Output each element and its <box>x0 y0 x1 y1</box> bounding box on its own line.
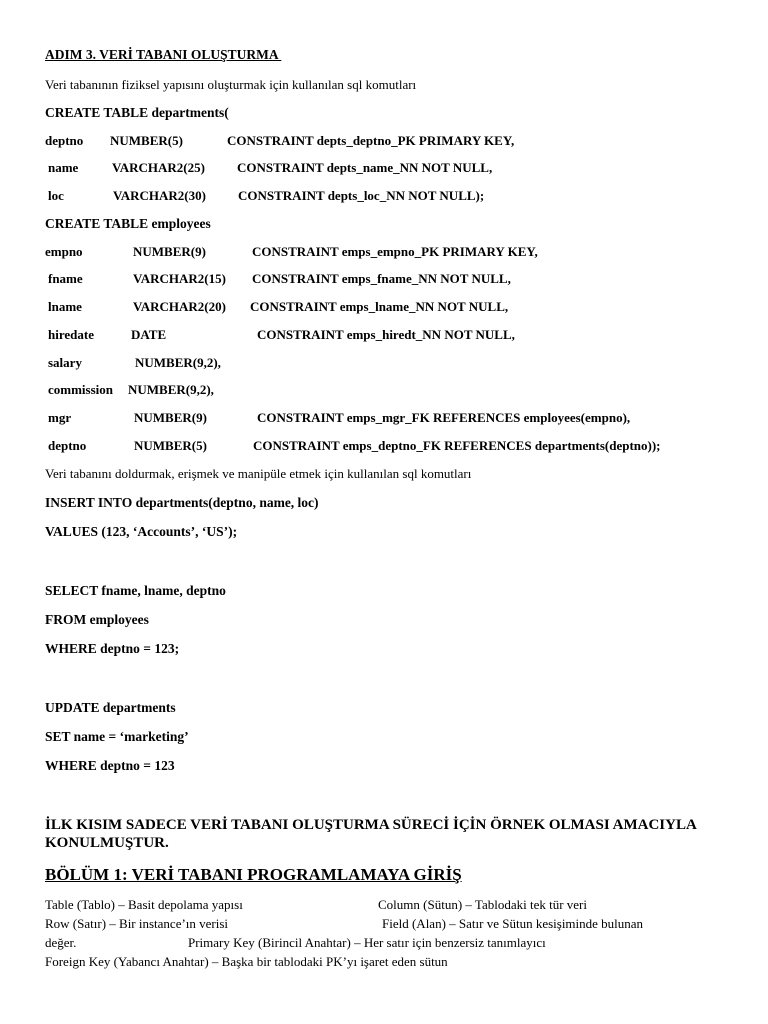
column-type: VARCHAR2(20) <box>133 299 226 314</box>
column-type: VARCHAR2(30) <box>113 188 206 203</box>
column-type: VARCHAR2(15) <box>133 271 226 286</box>
definition-row: Row (Satır) – Bir instance’ın verisi <box>45 916 229 931</box>
column-type: DATE <box>131 327 167 342</box>
intro-physical: Veri tabanının fiziksel yapısını oluşturmak için kullanılan sql komutları <box>45 77 417 92</box>
create-departments: CREATE TABLE departments( <box>45 105 229 120</box>
column-constraint: CONSTRAINT emps_fname_NN NOT NULL, <box>252 271 511 286</box>
insert-line-2: VALUES (123, ‘Accounts’, ‘US’); <box>45 524 238 539</box>
intro-manipulate: Veri tabanını doldurmak, erişmek ve manipüle etmek için kullanılan sql komutları <box>45 466 472 481</box>
column-type: NUMBER(9,2), <box>135 355 221 370</box>
column-constraint: CONSTRAINT emps_lname_NN NOT NULL, <box>250 299 509 314</box>
column-name: salary <box>48 355 82 370</box>
note-line-1: İLK KISIM SADECE VERİ TABANI OLUŞTURMA SÜRECİ İÇİN ÖRNEK OLMASI AMACIYLA <box>45 817 697 833</box>
column-name: commission <box>48 382 113 397</box>
column-constraint: CONSTRAINT emps_deptno_FK REFERENCES departments(deptno)); <box>253 438 661 453</box>
column-name: deptno <box>48 438 87 453</box>
column-constraint: CONSTRAINT depts_deptno_PK PRIMARY KEY, <box>227 133 515 148</box>
column-type: NUMBER(5) <box>110 133 183 148</box>
select-line-2: FROM employees <box>45 612 149 627</box>
column-constraint: CONSTRAINT depts_name_NN NOT NULL, <box>237 160 493 175</box>
column-constraint: CONSTRAINT depts_loc_NN NOT NULL); <box>238 188 485 203</box>
definition-table: Table (Tablo) – Basit depolama yapısı <box>45 897 243 912</box>
column-type: VARCHAR2(25) <box>112 160 205 175</box>
update-line-2: SET name = ‘marketing’ <box>45 729 189 744</box>
column-name: lname <box>48 299 82 314</box>
column-name: name <box>48 160 79 175</box>
note-line-2: KONULMUŞTUR. <box>45 835 169 851</box>
column-name: empno <box>45 244 83 259</box>
definition-field: Field (Alan) – Satır ve Sütun kesişiminde bulunan <box>382 916 644 931</box>
column-type: NUMBER(9,2), <box>128 382 214 397</box>
definition-column: Column (Sütun) – Tablodaki tek tür veri <box>378 897 587 912</box>
column-name: fname <box>48 271 83 286</box>
definition-foreign-key: Foreign Key (Yabancı Anahtar) – Başka bir tablodaki PK’yı işaret eden sütun <box>45 954 448 969</box>
column-type: NUMBER(5) <box>134 438 207 453</box>
insert-line-1: INSERT INTO departments(deptno, name, loc) <box>45 495 319 510</box>
column-type: NUMBER(9) <box>133 244 206 259</box>
definition-primary-key: Primary Key (Birincil Anahtar) – Her satır için benzersiz tanımlayıcı <box>188 935 546 950</box>
section-heading: BÖLÜM 1: VERİ TABANI PROGRAMLAMAYA GİRİŞ <box>45 865 462 884</box>
column-name: hiredate <box>48 327 94 342</box>
page-title: ADIM 3. VERİ TABANI OLUŞTURMA <box>45 47 282 62</box>
column-type: NUMBER(9) <box>134 410 207 425</box>
update-line-1: UPDATE departments <box>45 700 176 715</box>
select-line-3: WHERE deptno = 123; <box>45 641 180 656</box>
definition-field-cont: değer. <box>45 935 77 950</box>
update-line-3: WHERE deptno = 123 <box>45 758 175 773</box>
column-constraint: CONSTRAINT emps_hiredt_NN NOT NULL, <box>257 327 515 342</box>
column-name: mgr <box>48 410 72 425</box>
column-name: deptno <box>45 133 84 148</box>
column-name: loc <box>48 188 64 203</box>
column-constraint: CONSTRAINT emps_mgr_FK REFERENCES employees(empno), <box>257 410 631 425</box>
select-line-1: SELECT fname, lname, deptno <box>45 583 226 598</box>
column-constraint: CONSTRAINT emps_empno_PK PRIMARY KEY, <box>252 244 538 259</box>
create-employees: CREATE TABLE employees <box>45 216 211 231</box>
